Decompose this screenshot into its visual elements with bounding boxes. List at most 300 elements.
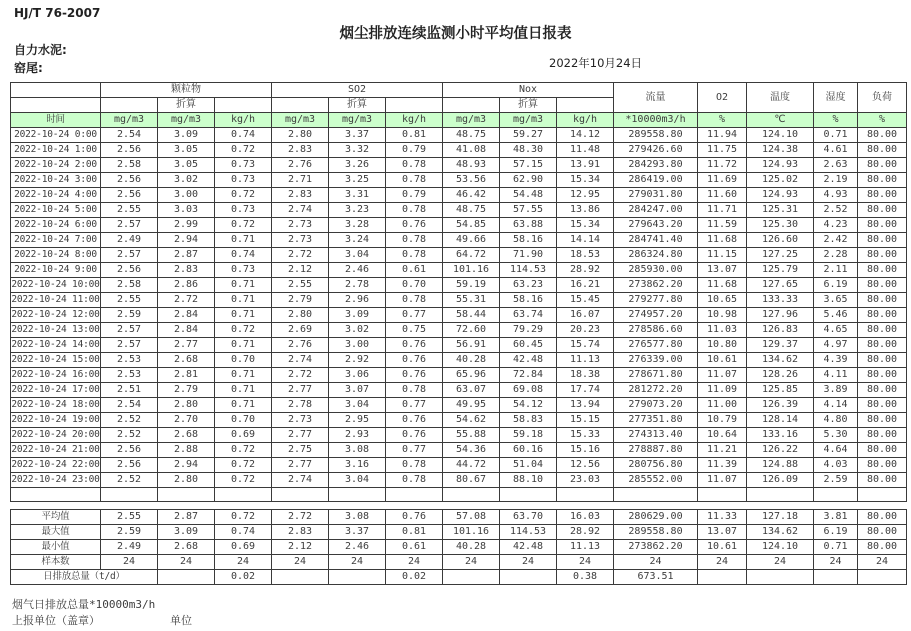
value-cell: 2.74 [272, 353, 329, 368]
time-cell: 2022-10-24 11:00 [11, 293, 101, 308]
time-cell: 2022-10-24 18:00 [11, 398, 101, 413]
value-cell: 0.79 [386, 143, 443, 158]
value-cell: 2.49 [101, 233, 158, 248]
value-cell: 126.83 [747, 323, 814, 338]
value-cell: 13.07 [698, 263, 747, 278]
value-cell: 2.56 [101, 458, 158, 473]
reporting-unit-label: 上报单位（盖章） [12, 614, 100, 627]
value-cell: 2.84 [158, 308, 215, 323]
col-group-so2: SO2 [272, 83, 443, 98]
daily-total-value-cell [443, 570, 500, 585]
value-cell: 80.00 [858, 398, 907, 413]
value-cell: 3.09 [158, 128, 215, 143]
empty-row [11, 488, 907, 502]
value-cell: 12.95 [557, 188, 614, 203]
summary-value-cell: 28.92 [557, 525, 614, 540]
value-cell: 2.99 [158, 218, 215, 233]
value-cell: 3.02 [158, 173, 215, 188]
header-empty-cell [11, 98, 101, 113]
value-cell: 48.30 [500, 143, 557, 158]
value-cell: 3.04 [329, 398, 386, 413]
summary-value-cell: 40.28 [443, 540, 500, 555]
value-cell: 0.81 [386, 128, 443, 143]
value-cell: 13.86 [557, 203, 614, 218]
daily-total-value-cell [747, 570, 814, 585]
value-cell: 2.56 [101, 143, 158, 158]
value-cell: 60.45 [500, 338, 557, 353]
summary-value-cell: 127.18 [747, 510, 814, 525]
summary-row [11, 540, 907, 555]
value-cell: 80.00 [858, 383, 907, 398]
col-header-load: 负荷 [858, 83, 907, 113]
unit-cell-so2-kgh: kg/h [386, 113, 443, 128]
value-cell: 80.00 [858, 218, 907, 233]
value-cell: 60.16 [500, 443, 557, 458]
time-cell: 2022-10-24 2:00 [11, 158, 101, 173]
value-cell: 0.70 [215, 353, 272, 368]
value-cell: 18.38 [557, 368, 614, 383]
value-cell: 48.93 [443, 158, 500, 173]
value-cell: 0.73 [215, 263, 272, 278]
value-cell: 279073.20 [614, 398, 698, 413]
value-cell: 125.85 [747, 383, 814, 398]
daily-total-label-cell: 日排放总量（t/d） [11, 570, 158, 585]
value-cell: 3.09 [329, 308, 386, 323]
value-cell: 11.21 [698, 443, 747, 458]
summary-value-cell: 24 [443, 555, 500, 570]
value-cell: 55.88 [443, 428, 500, 443]
daily-total-value-cell: 0.38 [557, 570, 614, 585]
value-cell: 2.52 [814, 203, 858, 218]
time-cell: 2022-10-24 22:00 [11, 458, 101, 473]
col-header-converted-nox: 折算 [500, 98, 557, 113]
summary-label-cell: 最大值 [11, 525, 101, 540]
value-cell: 2.68 [158, 353, 215, 368]
value-cell: 3.06 [329, 368, 386, 383]
value-cell: 284247.00 [614, 203, 698, 218]
value-cell: 54.85 [443, 218, 500, 233]
data-row [11, 428, 907, 443]
data-row [11, 398, 907, 413]
value-cell: 11.68 [698, 233, 747, 248]
value-cell: 80.67 [443, 473, 500, 488]
value-cell: 3.16 [329, 458, 386, 473]
data-row [11, 458, 907, 473]
time-cell: 2022-10-24 23:00 [11, 473, 101, 488]
value-cell: 2.83 [272, 188, 329, 203]
value-cell: 5.46 [814, 308, 858, 323]
value-cell: 4.64 [814, 443, 858, 458]
monitoring-data-table [10, 82, 907, 502]
value-cell: 15.34 [557, 173, 614, 188]
unit-cell-flow: *10000m3/h [614, 113, 698, 128]
unit-cell-temperature: ℃ [747, 113, 814, 128]
empty-cell [858, 488, 907, 502]
report-title: 烟尘排放连续监测小时平均值日报表 [339, 26, 572, 42]
value-cell: 124.10 [747, 128, 814, 143]
value-cell: 11.07 [698, 368, 747, 383]
value-cell: 11.75 [698, 143, 747, 158]
value-cell: 2.55 [101, 203, 158, 218]
value-cell: 4.23 [814, 218, 858, 233]
value-cell: 72.60 [443, 323, 500, 338]
value-cell: 46.42 [443, 188, 500, 203]
empty-cell [443, 488, 500, 502]
value-cell: 126.09 [747, 473, 814, 488]
value-cell: 4.80 [814, 413, 858, 428]
value-cell: 2.71 [272, 173, 329, 188]
empty-cell [557, 488, 614, 502]
value-cell: 3.89 [814, 383, 858, 398]
header-empty-cell [557, 98, 614, 113]
value-cell: 11.71 [698, 203, 747, 218]
value-cell: 2.95 [329, 413, 386, 428]
value-cell: 2.73 [272, 233, 329, 248]
value-cell: 80.00 [858, 143, 907, 158]
value-cell: 54.12 [500, 398, 557, 413]
value-cell: 2.59 [814, 473, 858, 488]
value-cell: 3.65 [814, 293, 858, 308]
value-cell: 127.25 [747, 248, 814, 263]
value-cell: 125.31 [747, 203, 814, 218]
value-cell: 15.33 [557, 428, 614, 443]
value-cell: 0.70 [386, 278, 443, 293]
value-cell: 40.28 [443, 353, 500, 368]
value-cell: 80.00 [858, 173, 907, 188]
data-row [11, 473, 907, 488]
value-cell: 2.80 [272, 308, 329, 323]
unit-cell-load: % [858, 113, 907, 128]
data-row [11, 248, 907, 263]
value-cell: 276339.00 [614, 353, 698, 368]
daily-total-value-cell: 0.02 [215, 570, 272, 585]
value-cell: 0.74 [215, 248, 272, 263]
summary-value-cell: 10.61 [698, 540, 747, 555]
value-cell: 2.73 [272, 413, 329, 428]
value-cell: 28.92 [557, 263, 614, 278]
time-cell: 2022-10-24 7:00 [11, 233, 101, 248]
value-cell: 128.26 [747, 368, 814, 383]
value-cell: 129.37 [747, 338, 814, 353]
daily-total-value-cell [500, 570, 557, 585]
summary-value-cell: 134.62 [747, 525, 814, 540]
value-cell: 2.92 [329, 353, 386, 368]
empty-cell [272, 488, 329, 502]
value-cell: 2.42 [814, 233, 858, 248]
value-cell: 57.15 [500, 158, 557, 173]
summary-value-cell: 2.68 [158, 540, 215, 555]
value-cell: 55.31 [443, 293, 500, 308]
value-cell: 0.77 [386, 443, 443, 458]
value-cell: 4.93 [814, 188, 858, 203]
value-cell: 16.07 [557, 308, 614, 323]
value-cell: 281272.20 [614, 383, 698, 398]
value-cell: 2.53 [101, 368, 158, 383]
value-cell: 49.66 [443, 233, 500, 248]
data-row [11, 338, 907, 353]
value-cell: 11.48 [557, 143, 614, 158]
value-cell: 80.00 [858, 458, 907, 473]
value-cell: 14.12 [557, 128, 614, 143]
time-cell: 2022-10-24 3:00 [11, 173, 101, 188]
summary-value-cell: 280629.00 [614, 510, 698, 525]
data-row [11, 233, 907, 248]
value-cell: 2.80 [158, 398, 215, 413]
value-cell: 63.07 [443, 383, 500, 398]
unit-cell-nox-kgh: kg/h [557, 113, 614, 128]
value-cell: 0.71 [215, 278, 272, 293]
value-cell: 279277.80 [614, 293, 698, 308]
value-cell: 0.72 [215, 218, 272, 233]
value-cell: 59.27 [500, 128, 557, 143]
value-cell: 4.97 [814, 338, 858, 353]
value-cell: 80.00 [858, 368, 907, 383]
value-cell: 124.38 [747, 143, 814, 158]
value-cell: 54.48 [500, 188, 557, 203]
data-row [11, 443, 907, 458]
daily-total-row [11, 570, 907, 585]
value-cell: 2.56 [101, 188, 158, 203]
value-cell: 276577.80 [614, 338, 698, 353]
value-cell: 2.54 [101, 398, 158, 413]
value-cell: 3.04 [329, 248, 386, 263]
data-row [11, 263, 907, 278]
value-cell: 20.23 [557, 323, 614, 338]
summary-body [11, 510, 907, 585]
time-cell: 2022-10-24 20:00 [11, 428, 101, 443]
value-cell: 134.62 [747, 353, 814, 368]
value-cell: 2.57 [101, 218, 158, 233]
value-cell: 279426.60 [614, 143, 698, 158]
value-cell: 80.00 [858, 323, 907, 338]
summary-value-cell: 289558.80 [614, 525, 698, 540]
value-cell: 2.54 [101, 128, 158, 143]
value-cell: 13.94 [557, 398, 614, 413]
data-row [11, 308, 907, 323]
value-cell: 2.57 [101, 248, 158, 263]
empty-cell [747, 488, 814, 502]
value-cell: 80.00 [858, 473, 907, 488]
value-cell: 0.78 [386, 458, 443, 473]
summary-value-cell: 24 [158, 555, 215, 570]
value-cell: 2.63 [814, 158, 858, 173]
value-cell: 2.68 [158, 428, 215, 443]
value-cell: 80.00 [858, 203, 907, 218]
value-cell: 0.74 [215, 128, 272, 143]
value-cell: 11.13 [557, 353, 614, 368]
value-cell: 0.72 [215, 143, 272, 158]
value-cell: 41.08 [443, 143, 500, 158]
value-cell: 63.88 [500, 218, 557, 233]
value-cell: 286324.80 [614, 248, 698, 263]
value-cell: 0.73 [215, 203, 272, 218]
time-cell: 2022-10-24 6:00 [11, 218, 101, 233]
value-cell: 0.78 [386, 293, 443, 308]
value-cell: 2.52 [101, 413, 158, 428]
value-cell: 2.80 [158, 473, 215, 488]
summary-table [10, 509, 907, 585]
data-row [11, 323, 907, 338]
value-cell: 13.91 [557, 158, 614, 173]
value-cell: 79.29 [500, 323, 557, 338]
value-cell: 2.78 [272, 398, 329, 413]
value-cell: 10.80 [698, 338, 747, 353]
value-cell: 2.86 [158, 278, 215, 293]
value-cell: 279643.20 [614, 218, 698, 233]
unit-cell-so2-mg: mg/m3 [272, 113, 329, 128]
unit-cell-nox-converted-mg: mg/m3 [500, 113, 557, 128]
value-cell: 15.74 [557, 338, 614, 353]
time-cell: 2022-10-24 17:00 [11, 383, 101, 398]
value-cell: 125.30 [747, 218, 814, 233]
summary-value-cell: 80.00 [858, 540, 907, 555]
empty-cell [101, 488, 158, 502]
value-cell: 2.94 [158, 233, 215, 248]
value-cell: 2.55 [101, 293, 158, 308]
time-cell: 2022-10-24 9:00 [11, 263, 101, 278]
daily-total-value-cell [272, 570, 329, 585]
value-cell: 286419.00 [614, 173, 698, 188]
value-cell: 80.00 [858, 188, 907, 203]
value-cell: 58.16 [500, 293, 557, 308]
time-cell: 2022-10-24 4:00 [11, 188, 101, 203]
value-cell: 2.52 [101, 428, 158, 443]
summary-value-cell: 24 [858, 555, 907, 570]
value-cell: 0.78 [386, 203, 443, 218]
unit-cell-o2: % [698, 113, 747, 128]
value-cell: 69.08 [500, 383, 557, 398]
value-cell: 23.03 [557, 473, 614, 488]
col-header-converted-pm: 折算 [158, 98, 215, 113]
time-cell: 2022-10-24 5:00 [11, 203, 101, 218]
data-row [11, 203, 907, 218]
value-cell: 2.76 [272, 158, 329, 173]
value-cell: 289558.80 [614, 128, 698, 143]
value-cell: 80.00 [858, 293, 907, 308]
value-cell: 273862.20 [614, 278, 698, 293]
summary-value-cell: 3.81 [814, 510, 858, 525]
value-cell: 0.73 [215, 173, 272, 188]
value-cell: 126.39 [747, 398, 814, 413]
value-cell: 11.60 [698, 188, 747, 203]
value-cell: 4.61 [814, 143, 858, 158]
data-row [11, 158, 907, 173]
value-cell: 58.44 [443, 308, 500, 323]
summary-value-cell: 24 [215, 555, 272, 570]
summary-value-cell: 24 [101, 555, 158, 570]
value-cell: 3.05 [158, 143, 215, 158]
value-cell: 0.76 [386, 218, 443, 233]
unit-cell-pm-kgh: kg/h [215, 113, 272, 128]
value-cell: 0.76 [386, 353, 443, 368]
header-empty-cell [386, 98, 443, 113]
summary-value-cell: 2.59 [101, 525, 158, 540]
value-cell: 2.77 [272, 458, 329, 473]
summary-value-cell: 24 [814, 555, 858, 570]
value-cell: 49.95 [443, 398, 500, 413]
value-cell: 15.45 [557, 293, 614, 308]
value-cell: 101.16 [443, 263, 500, 278]
value-cell: 11.94 [698, 128, 747, 143]
col-header-humidity: 湿度 [814, 83, 858, 113]
value-cell: 80.00 [858, 263, 907, 278]
time-cell: 2022-10-24 8:00 [11, 248, 101, 263]
value-cell: 80.00 [858, 158, 907, 173]
data-row [11, 368, 907, 383]
value-cell: 0.77 [386, 308, 443, 323]
time-cell: 2022-10-24 10:00 [11, 278, 101, 293]
summary-value-cell: 11.13 [557, 540, 614, 555]
value-cell: 88.10 [500, 473, 557, 488]
value-cell: 285552.00 [614, 473, 698, 488]
value-cell: 17.74 [557, 383, 614, 398]
value-cell: 57.55 [500, 203, 557, 218]
time-cell: 2022-10-24 0:00 [11, 128, 101, 143]
unit-cell-nox-mg: mg/m3 [443, 113, 500, 128]
value-cell: 2.57 [101, 338, 158, 353]
summary-value-cell: 24 [747, 555, 814, 570]
data-row [11, 353, 907, 368]
summary-value-cell: 124.10 [747, 540, 814, 555]
data-row [11, 278, 907, 293]
value-cell: 2.77 [158, 338, 215, 353]
summary-value-cell: 6.19 [814, 525, 858, 540]
value-cell: 2.11 [814, 263, 858, 278]
summary-value-cell: 2.72 [272, 510, 329, 525]
summary-value-cell: 101.16 [443, 525, 500, 540]
value-cell: 0.78 [386, 158, 443, 173]
value-cell: 54.36 [443, 443, 500, 458]
value-cell: 80.00 [858, 308, 907, 323]
daily-total-value-cell [698, 570, 747, 585]
value-cell: 0.78 [386, 383, 443, 398]
value-cell: 59.19 [443, 278, 500, 293]
value-cell: 280756.80 [614, 458, 698, 473]
value-cell: 4.14 [814, 398, 858, 413]
value-cell: 2.28 [814, 248, 858, 263]
value-cell: 4.11 [814, 368, 858, 383]
value-cell: 133.33 [747, 293, 814, 308]
value-cell: 42.48 [500, 353, 557, 368]
value-cell: 3.08 [329, 443, 386, 458]
empty-cell [215, 488, 272, 502]
value-cell: 2.72 [272, 248, 329, 263]
value-cell: 274957.20 [614, 308, 698, 323]
value-cell: 284741.40 [614, 233, 698, 248]
data-row [11, 188, 907, 203]
company-label: 自力水泥: [14, 43, 67, 57]
value-cell: 2.55 [272, 278, 329, 293]
summary-row [11, 510, 907, 525]
value-cell: 0.78 [386, 473, 443, 488]
value-cell: 54.62 [443, 413, 500, 428]
data-row [11, 173, 907, 188]
value-cell: 11.00 [698, 398, 747, 413]
value-cell: 2.84 [158, 323, 215, 338]
value-cell: 2.72 [158, 293, 215, 308]
value-cell: 2.70 [158, 413, 215, 428]
value-cell: 0.76 [386, 413, 443, 428]
time-cell: 2022-10-24 13:00 [11, 323, 101, 338]
daily-total-value-cell [329, 570, 386, 585]
summary-value-cell: 24 [329, 555, 386, 570]
empty-cell [814, 488, 858, 502]
value-cell: 0.71 [215, 368, 272, 383]
value-cell: 80.00 [858, 353, 907, 368]
value-cell: 2.75 [272, 443, 329, 458]
value-cell: 11.39 [698, 458, 747, 473]
summary-row [11, 555, 907, 570]
